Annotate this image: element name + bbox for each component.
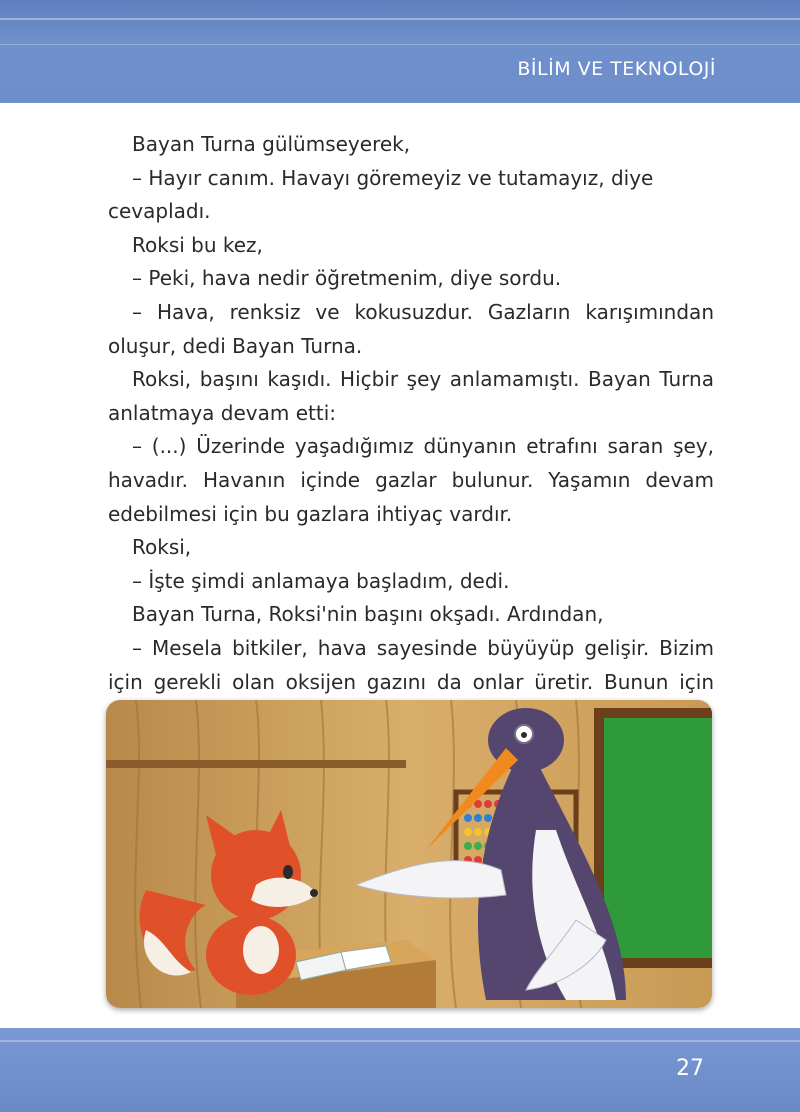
page-header — [0, 0, 800, 103]
page-number: 27 — [676, 1056, 704, 1081]
paragraph-7: – (...) Üzerinde yaşadığımız dünyanın etrafını saran şey, havadır. Havanın içinde gazlar bulunur. Yaşamın devam edebilmesi için bu gazlara ihtiyaç vardır. — [108, 434, 714, 526]
paragraph-3: Roksi bu kez, — [132, 232, 263, 257]
page-footer — [0, 1028, 800, 1112]
footer-stripe — [0, 1040, 800, 1042]
paragraph-4: – Peki, hava nedir öğretmenim, diye sordu. — [132, 266, 562, 291]
story-text — [108, 128, 714, 733]
header-stripe — [0, 18, 800, 20]
paragraph-1: Bayan Turna gülümseyerek, — [132, 132, 411, 156]
chalkboard — [604, 718, 712, 958]
paragraph-11: – Mesela bitkiler, hava sayesinde büyüyüp gelişir. Bizim için gerekli olan oksijen gazını da onlar üretir. Bunun için — [108, 635, 714, 694]
classroom-scene — [106, 700, 712, 1008]
paragraph-2: – Hayır canım. Havayı göremeyiz ve tutamayız, diye cevapladı. — [108, 165, 654, 224]
section-title: BİLİM VE TEKNOLOJİ — [517, 58, 716, 80]
paragraph-9: – İşte şimdi anlamaya başladım, dedi. — [132, 568, 510, 593]
paragraph-10: Bayan Turna, Roksi'nin başını okşadı. Ardından, — [132, 602, 604, 627]
paragraph-8: Roksi, — [132, 535, 192, 560]
shelf — [106, 760, 406, 768]
header-stripe-thin — [0, 44, 800, 45]
paragraph-6: Roksi, başını kaşıdı. Hiçbir şey anlamamıştı. Bayan Turna anlatmaya devam etti: — [108, 367, 714, 425]
paragraph-5: – Hava, renksiz ve kokusuzdur. Gazların karışımından oluşur, dedi Bayan Turna. — [108, 299, 714, 358]
story-illustration — [106, 700, 712, 1008]
